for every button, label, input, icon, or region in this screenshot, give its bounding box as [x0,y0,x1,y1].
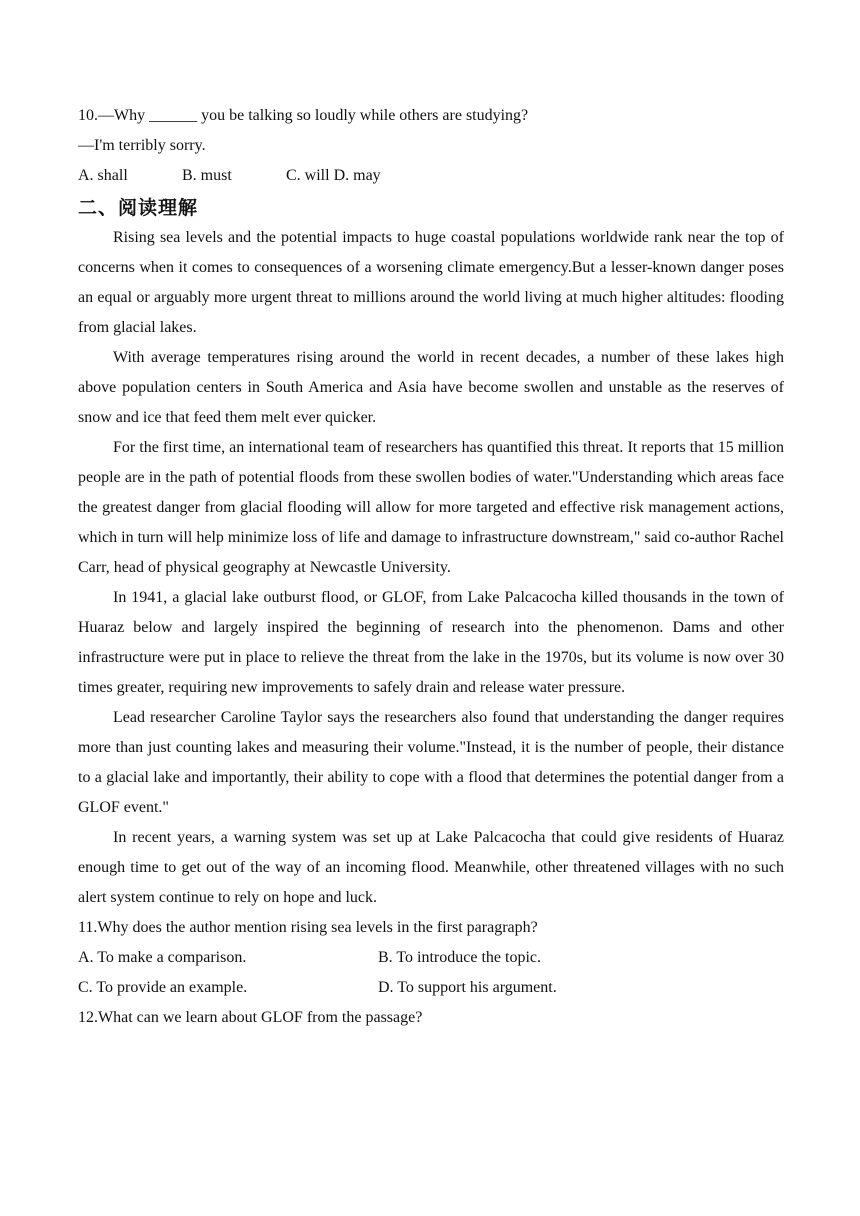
question-11-option-d[interactable]: D. To support his argument. [378,979,557,996]
question-12 [78,1003,784,1033]
section-heading-reading: 二、阅读理解 [78,197,199,219]
passage-paragraph-1: Rising sea levels and the potential impacts to huge coastal populations worldwide rank near the top of concerns when it comes to consequences of a worsening climate emergency.But a lesser-known danger poses an equal or arguably more urgent threat to millions around the world living at much higher altitudes: flooding from glacial lakes. [78,229,784,336]
question-10-option-b[interactable]: B. must [182,167,232,184]
question-10 [78,101,784,191]
question-10-reply: —I'm terribly sorry. [78,137,206,154]
passage-paragraph-3: For the first time, an international team of researchers has quantified this threat. It reports that 15 million people are in the path of potential floods from these swollen bodies of water."Understanding which areas face the greatest danger from glacial flooding will allow for more targeted and effective risk management actions, which in turn will help minimize loss of life and damage to infrastructure downstream," said co-author Rachel Carr, head of physical geography at Newcastle University. [78,439,784,576]
question-10-options [78,161,784,191]
question-11-options-row-2 [78,973,784,1003]
passage-paragraph-4: In 1941, a glacial lake outburst flood, or GLOF, from Lake Palcacocha killed thousands in the town of Huaraz below and largely inspired the beginning of research into the phenomenon. Dams and other infrastructure were put in place to relieve the threat from the lake in the 1970s, but its volume is now over 30 times greater, requiring new improvements to safely drain and release water pressure. [78,589,784,696]
passage-paragraph-5: Lead researcher Caroline Taylor says the researchers also found that understanding the danger requires more than just counting lakes and measuring their volume."Instead, it is the number of people, their distance to a glacial lake and importantly, their ability to cope with a flood that determines the potential danger from a GLOF event." [78,709,784,816]
question-12-stem: 12.What can we learn about GLOF from the passage? [78,1009,423,1026]
question-11-option-a[interactable]: A. To make a comparison. [78,949,247,966]
question-11 [78,913,784,1003]
question-11-option-b[interactable]: B. To introduce the topic. [378,949,541,966]
reading-passage [78,223,784,913]
question-11-stem: 11.Why does the author mention rising sea levels in the first paragraph? [78,919,538,936]
question-10-option-cd[interactable]: C. will D. may [286,167,381,184]
question-10-stem: 10.—Why ______ you be talking so loudly while others are studying? [78,107,529,124]
passage-paragraph-6: In recent years, a warning system was set up at Lake Palcacocha that could give residents of Huaraz enough time to get out of the way of an incoming flood. Meanwhile, other threatened villages with no such alert system continue to rely on hope and luck. [78,829,784,906]
question-10-option-a[interactable]: A. shall [78,167,128,184]
question-11-option-c[interactable]: C. To provide an example. [78,979,248,996]
question-11-options-row-1 [78,943,784,973]
passage-paragraph-2: With average temperatures rising around the world in recent decades, a number of these lakes high above population centers in South America and Asia have become swollen and unstable as the reserves of snow and ice that feed them melt ever quicker. [78,349,784,426]
document-page [78,101,784,1033]
